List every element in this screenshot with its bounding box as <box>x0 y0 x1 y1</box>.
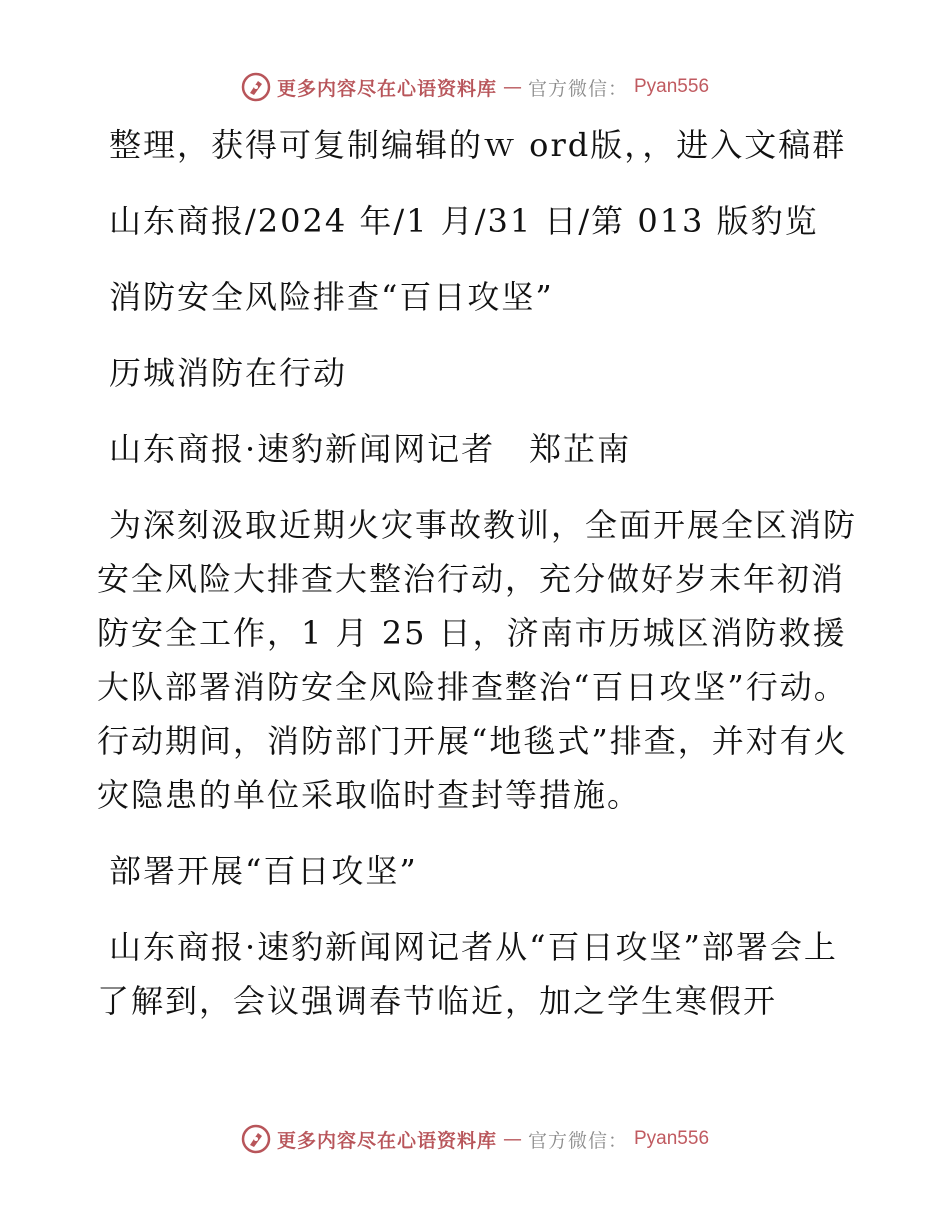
pen-nib-logo-icon <box>241 1124 271 1154</box>
footer-watermark <box>0 1124 950 1154</box>
pen-nib-logo-icon <box>241 72 271 102</box>
header-watermark <box>0 72 950 102</box>
source-line: 山东商报/2024 年/1 月/31 日/第 013 版豹览 <box>109 202 819 240</box>
headline: 消防安全风险排查“百日攻坚” <box>109 278 554 316</box>
body-paragraph-1: 为深刻汲取近期火灾事故教训，全面开展全区消防安全风险大排查大整治行动，充分做好岁末年初消防安全工作，1 月 25 日，济南市历城区消防救援大队部署消防安全风险排查整治“百日攻坚”行动。行动期间，消防部门开展“地毯式”排查，并对有火灾隐患的单位采取临时查封等措施。 <box>97 506 858 814</box>
intro-text: 整理，获得可复制编辑的ｗ ord版，，进入文稿群 <box>109 126 847 164</box>
section-heading: 部署开展“百日攻坚” <box>109 852 418 890</box>
watermark-separator: — <box>502 76 522 98</box>
watermark-handle: Pyan556 <box>634 1128 710 1149</box>
watermark-brand: 更多内容尽在心语资料库 <box>276 1129 497 1152</box>
watermark-account-label: 官方微信： <box>527 1129 628 1152</box>
watermark-account-label: 官方微信： <box>527 77 628 100</box>
document-body <box>97 118 857 1050</box>
body-paragraph-2: 山东商报·速豹新闻网记者从“百日攻坚”部署会上了解到，会议强调春节临近，加之学生寒假开 <box>97 928 838 1020</box>
byline: 山东商报·速豹新闻网记者 郑芷南 <box>109 430 632 468</box>
watermark-brand: 更多内容尽在心语资料库 <box>276 77 497 100</box>
subheadline: 历城消防在行动 <box>109 354 348 392</box>
watermark-handle: Pyan556 <box>634 76 710 97</box>
watermark-separator: — <box>502 1128 522 1150</box>
